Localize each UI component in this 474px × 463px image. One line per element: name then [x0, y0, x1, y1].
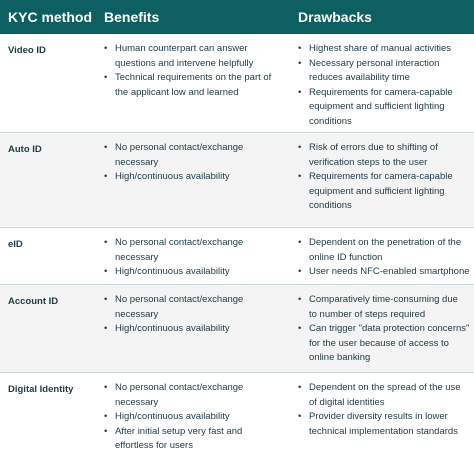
bullet-icon: • [104, 237, 108, 248]
bullet-icon: • [104, 323, 108, 334]
drawback-text: to number of steps required [309, 308, 426, 320]
table-row [0, 373, 474, 463]
benefit-text: No personal contact/exchange [115, 237, 244, 248]
benefit-text: High/continuous availability [115, 323, 230, 334]
drawback-text: User needs NFC-enabled smartphone [309, 266, 470, 277]
drawback-line [298, 199, 453, 214]
drawback-line [298, 156, 453, 171]
benefit-text: necessary [115, 251, 159, 263]
bullet-icon: • [298, 411, 302, 422]
drawback-text: Highest share of manual activities [309, 43, 452, 54]
bullet-icon: • [104, 425, 108, 437]
drawback-line [298, 71, 453, 86]
drawback-text: Can trigger "data protection concerns" [309, 323, 470, 334]
benefit-text: No personal contact/exchange [115, 382, 244, 393]
table-header [0, 0, 474, 34]
drawback-text: Necessary personal interaction [309, 57, 440, 69]
drawback-text: Requirements for camera-capable [309, 171, 453, 182]
benefit-text: High/continuous availability [115, 171, 230, 182]
benefit-line [104, 381, 243, 396]
bullet-icon: • [104, 294, 108, 305]
bullet-icon: • [104, 411, 108, 422]
drawback-line [298, 100, 453, 115]
benefit-line [104, 71, 271, 86]
header-kyc-method: KYC method [8, 9, 92, 25]
drawback-text: Comparatively time-consuming due [309, 294, 458, 305]
drawback-list [298, 381, 461, 439]
drawback-list [298, 236, 470, 280]
bullet-icon: • [298, 57, 302, 69]
benefit-line [104, 439, 243, 454]
benefit-line [104, 410, 243, 425]
header-benefits: Benefits [104, 9, 160, 25]
drawback-text: Risk of errors due to shifting of [309, 142, 438, 153]
benefit-list [104, 381, 243, 454]
benefit-line [104, 322, 243, 337]
drawback-line [298, 425, 461, 440]
drawback-text: online banking [309, 352, 371, 363]
header-drawbacks: Drawbacks [298, 9, 372, 25]
drawback-text: verification steps to the user [309, 156, 428, 168]
benefit-line [104, 251, 243, 266]
benefit-list [104, 42, 271, 100]
benefit-line [104, 170, 243, 185]
drawback-line [298, 251, 470, 266]
benefit-text: necessary [115, 396, 159, 408]
benefit-text: After initial setup very fast and [115, 425, 243, 437]
bullet-icon: • [298, 323, 302, 334]
row-method: Digital Identity [8, 384, 74, 395]
benefit-line [104, 293, 243, 308]
benefit-text: Human counterpart can answer [115, 43, 248, 54]
table-row [0, 285, 474, 373]
drawback-text: reduces availability time [309, 72, 410, 83]
drawback-text: conditions [309, 115, 352, 127]
drawback-line [298, 351, 469, 366]
benefit-text: effortless for users [115, 440, 193, 451]
bullet-icon: • [298, 294, 302, 305]
benefit-text: questions and intervene helpfully [115, 57, 254, 69]
drawback-text: conditions [309, 200, 352, 211]
drawback-list [298, 42, 453, 129]
bullet-icon: • [104, 72, 108, 83]
benefit-text: No personal contact/exchange [115, 294, 244, 305]
drawback-text: technical implementation standards [309, 425, 458, 437]
drawback-text: Dependent on the spread of the use [309, 382, 461, 393]
table-row [0, 133, 474, 228]
row-method: Video ID [8, 45, 46, 56]
drawback-line [298, 293, 469, 308]
table-row [0, 228, 474, 285]
bullet-icon: • [298, 142, 302, 153]
benefit-line [104, 86, 271, 101]
benefit-list [104, 293, 243, 337]
table-row [0, 34, 474, 133]
benefit-list [104, 141, 243, 185]
benefit-line [104, 396, 243, 411]
benefit-line [104, 425, 243, 440]
drawback-line [298, 170, 453, 185]
drawback-text: of digital identities [309, 396, 385, 408]
benefit-line [104, 57, 271, 72]
drawback-line [298, 185, 453, 200]
drawback-line [298, 265, 470, 280]
benefit-line [104, 308, 243, 323]
drawback-line [298, 141, 453, 156]
drawback-line [298, 236, 470, 251]
benefit-line [104, 265, 243, 280]
bullet-icon: • [298, 171, 302, 182]
drawback-line [298, 115, 453, 130]
row-method: Account ID [8, 296, 59, 307]
drawback-text: Provider diversity results in lower [309, 411, 448, 422]
bullet-icon: • [104, 382, 108, 393]
benefit-text: the applicant low and learned [115, 86, 239, 98]
drawback-line [298, 381, 461, 396]
drawback-text: Requirements for camera-capable [309, 86, 453, 98]
benefit-text: Technical requirements on the part of [115, 72, 272, 83]
benefit-text: No personal contact/exchange [115, 142, 244, 153]
drawback-text: equipment and sufficient lighting [309, 101, 445, 112]
bullet-icon: • [298, 266, 302, 277]
drawback-line [298, 86, 453, 101]
row-method: eID [8, 239, 23, 250]
drawback-line [298, 410, 461, 425]
bullet-icon: • [104, 43, 108, 54]
bullet-icon: • [104, 266, 108, 277]
benefit-text: High/continuous availability [115, 411, 230, 422]
drawback-line [298, 308, 469, 323]
drawback-line [298, 396, 461, 411]
benefit-line [104, 141, 243, 156]
benefit-line [104, 156, 243, 171]
benefit-text: necessary [115, 156, 159, 168]
bullet-icon: • [298, 237, 302, 248]
drawback-text: online ID function [309, 251, 383, 263]
bullet-icon: • [104, 142, 108, 153]
drawback-text: equipment and sufficient lighting [309, 185, 445, 197]
bullet-icon: • [298, 86, 302, 98]
drawback-line [298, 42, 453, 57]
bullet-icon: • [298, 382, 302, 393]
drawback-list [298, 293, 469, 366]
benefit-text: necessary [115, 308, 159, 320]
benefit-line [104, 236, 243, 251]
benefit-line [104, 42, 271, 57]
bullet-icon: • [104, 171, 108, 182]
benefit-list [104, 236, 243, 280]
bullet-icon: • [298, 43, 302, 54]
benefit-text: High/continuous availability [115, 266, 230, 277]
drawback-text: Dependent on the penetration of the [309, 237, 462, 248]
drawback-line [298, 337, 469, 352]
drawback-list [298, 141, 453, 214]
row-method: Auto ID [8, 144, 42, 155]
drawback-line [298, 57, 453, 72]
drawback-text: for the user because of access to [309, 337, 449, 349]
drawback-line [298, 322, 469, 337]
